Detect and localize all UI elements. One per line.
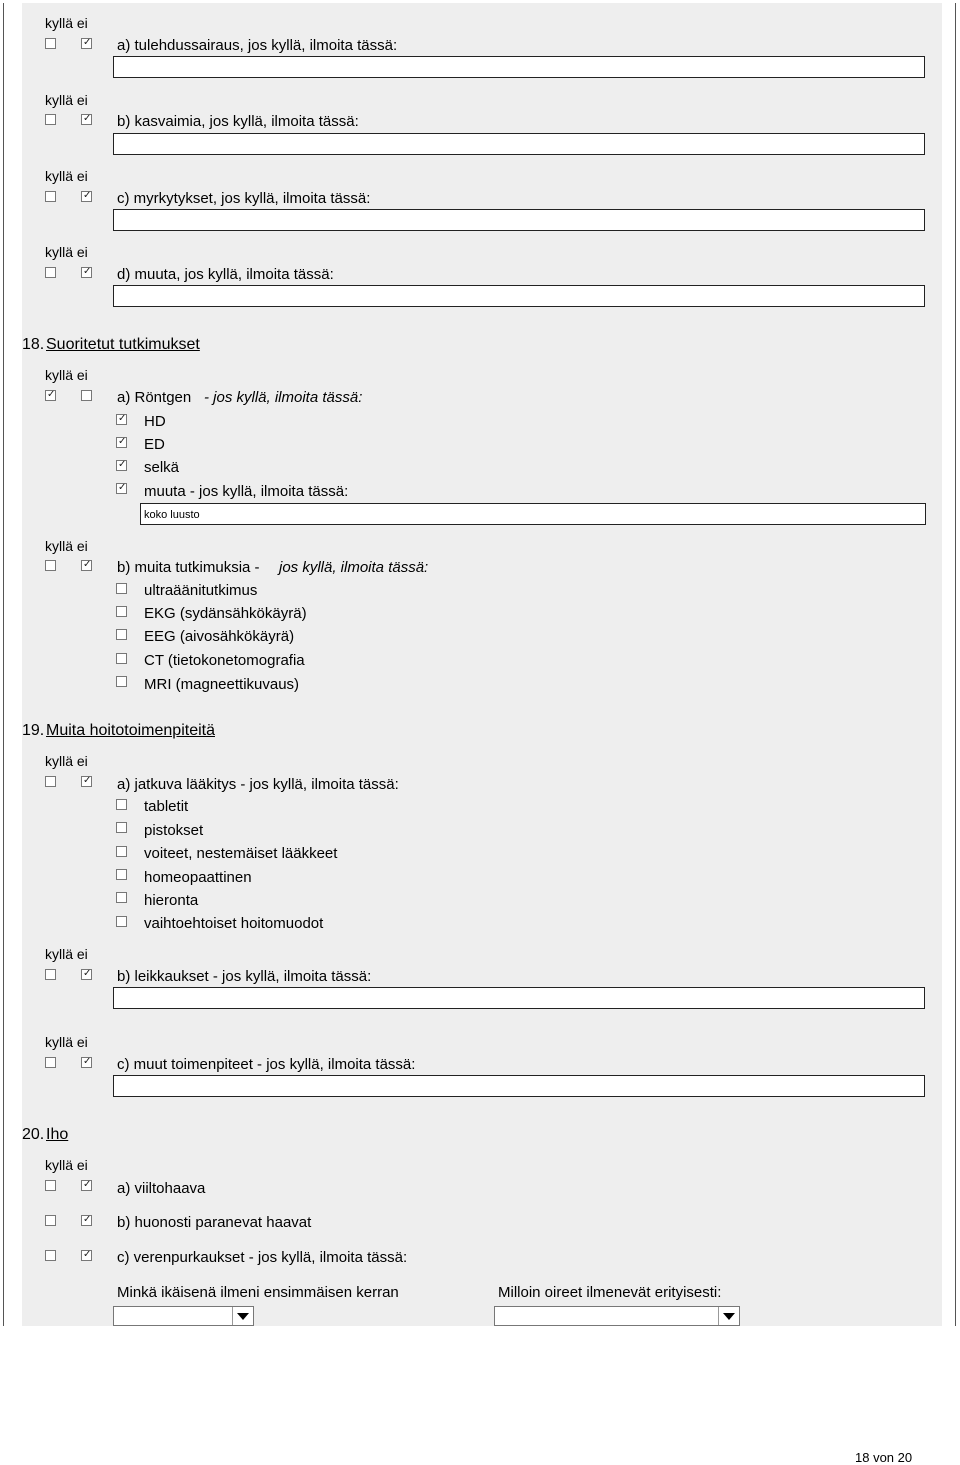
- age-select[interactable]: [113, 1306, 254, 1326]
- section-number: 18.: [22, 336, 45, 353]
- yes-no-header: kyllä ei: [45, 1034, 88, 1050]
- text-field[interactable]: koko luusto: [140, 503, 926, 525]
- option-label: ED: [144, 436, 165, 453]
- section-number: 19.: [22, 722, 45, 739]
- yes-no-header: kyllä ei: [45, 538, 88, 554]
- section-title: Iho: [46, 1126, 69, 1143]
- item-label: b) muita tutkimuksia -: [117, 559, 260, 576]
- option-label: EEG (aivosähkökäyrä): [144, 628, 295, 645]
- item-label: b) huonosti paranevat haavat: [117, 1214, 312, 1231]
- no-checkbox[interactable]: [81, 776, 92, 787]
- right-border: [955, 3, 956, 1326]
- left-border: [3, 3, 4, 1326]
- option-checkbox[interactable]: [116, 653, 127, 664]
- yes-checkbox[interactable]: [45, 1180, 56, 1191]
- item-label: b) kasvaimia, jos kyllä, ilmoita tässä:: [117, 113, 359, 130]
- no-checkbox[interactable]: [81, 114, 92, 125]
- no-checkbox[interactable]: [81, 1180, 92, 1191]
- yes-no-header: kyllä ei: [45, 92, 88, 108]
- option-label: selkä: [144, 459, 180, 476]
- no-checkbox[interactable]: [81, 1215, 92, 1226]
- option-label: muuta - jos kyllä, ilmoita tässä:: [144, 483, 349, 500]
- yes-no-header: kyllä ei: [45, 244, 88, 260]
- option-checkbox[interactable]: [116, 799, 127, 810]
- item-label: c) myrkytykset, jos kyllä, ilmoita tässä:: [117, 190, 371, 207]
- text-field[interactable]: [113, 209, 925, 231]
- text-field[interactable]: [113, 1075, 925, 1097]
- yes-checkbox[interactable]: [45, 560, 56, 571]
- option-checkbox[interactable]: [116, 892, 127, 903]
- option-checkbox[interactable]: [116, 676, 127, 687]
- section-title: Suoritetut tutkimukset: [46, 336, 200, 353]
- no-checkbox[interactable]: [81, 560, 92, 571]
- yes-checkbox[interactable]: [45, 1250, 56, 1261]
- yes-checkbox[interactable]: [45, 191, 56, 202]
- item-hint: - jos kyllä, ilmoita tässä:: [204, 389, 363, 406]
- item-label: a) viiltohaava: [117, 1180, 206, 1197]
- yes-checkbox[interactable]: [45, 776, 56, 787]
- item-label: a) tulehdussairaus, jos kyllä, ilmoita tässä:: [117, 37, 398, 54]
- page-indicator: 18 von 20: [855, 1450, 913, 1465]
- text-field[interactable]: [113, 987, 925, 1009]
- item-hint: jos kyllä, ilmoita tässä:: [279, 559, 429, 576]
- option-label: CT (tietokonetomografia: [144, 652, 305, 669]
- no-checkbox[interactable]: [81, 38, 92, 49]
- text-field[interactable]: [113, 285, 925, 307]
- item-label: a) Röntgen: [117, 389, 192, 406]
- option-label: vaihtoehtoiset hoitomuodot: [144, 915, 324, 932]
- no-checkbox[interactable]: [81, 191, 92, 202]
- when-label: Milloin oireet ilmenevät erityisesti:: [498, 1284, 722, 1301]
- option-label: hieronta: [144, 892, 199, 909]
- option-checkbox[interactable]: [116, 483, 127, 494]
- option-checkbox[interactable]: [116, 460, 127, 471]
- no-checkbox[interactable]: [81, 969, 92, 980]
- option-label: EKG (sydänsähkökäyrä): [144, 605, 307, 622]
- no-checkbox[interactable]: [81, 267, 92, 278]
- option-label: ultraäänitutkimus: [144, 582, 258, 599]
- item-label: c) verenpurkaukset - jos kyllä, ilmoita tässä:: [117, 1249, 408, 1266]
- no-checkbox[interactable]: [81, 1057, 92, 1068]
- yes-checkbox[interactable]: [45, 38, 56, 49]
- option-label: homeopaattinen: [144, 869, 252, 886]
- yes-checkbox[interactable]: [45, 969, 56, 980]
- option-checkbox[interactable]: [116, 414, 127, 425]
- item-label: c) muut toimenpiteet - jos kyllä, ilmoita tässä:: [117, 1056, 416, 1073]
- option-checkbox[interactable]: [116, 846, 127, 857]
- no-checkbox[interactable]: [81, 390, 92, 401]
- yes-checkbox[interactable]: [45, 1057, 56, 1068]
- option-checkbox[interactable]: [116, 822, 127, 833]
- chevron-down-icon[interactable]: [718, 1307, 739, 1325]
- option-checkbox[interactable]: [116, 437, 127, 448]
- option-checkbox[interactable]: [116, 629, 127, 640]
- option-label: tabletit: [144, 798, 189, 815]
- yes-checkbox[interactable]: [45, 267, 56, 278]
- text-field[interactable]: [113, 56, 925, 78]
- item-label: b) leikkaukset - jos kyllä, ilmoita tässä:: [117, 968, 372, 985]
- option-checkbox[interactable]: [116, 606, 127, 617]
- yes-checkbox[interactable]: [45, 390, 56, 401]
- yes-no-header: kyllä ei: [45, 753, 88, 769]
- age-label: Minkä ikäisenä ilmeni ensimmäisen kerran: [117, 1284, 399, 1301]
- when-select[interactable]: [494, 1306, 740, 1326]
- option-checkbox[interactable]: [116, 916, 127, 927]
- item-label: d) muuta, jos kyllä, ilmoita tässä:: [117, 266, 334, 283]
- option-label: pistokset: [144, 822, 204, 839]
- chevron-down-icon[interactable]: [232, 1307, 253, 1325]
- option-label: HD: [144, 413, 166, 430]
- yes-no-header: kyllä ei: [45, 1157, 88, 1173]
- option-label: voiteet, nestemäiset lääkkeet: [144, 845, 338, 862]
- section-title: Muita hoitotoimenpiteitä: [46, 722, 215, 739]
- no-checkbox[interactable]: [81, 1250, 92, 1261]
- yes-no-header: kyllä ei: [45, 168, 88, 184]
- option-label: MRI (magneettikuvaus): [144, 676, 300, 693]
- text-field[interactable]: [113, 133, 925, 155]
- option-checkbox[interactable]: [116, 869, 127, 880]
- yes-no-header: kyllä ei: [45, 367, 88, 383]
- section-number: 20.: [22, 1126, 45, 1143]
- yes-no-header: kyllä ei: [45, 946, 88, 962]
- option-checkbox[interactable]: [116, 583, 127, 594]
- yes-checkbox[interactable]: [45, 114, 56, 125]
- item-label: a) jatkuva lääkitys - jos kyllä, ilmoita tässä:: [117, 776, 399, 793]
- yes-checkbox[interactable]: [45, 1215, 56, 1226]
- yes-no-header: kyllä ei: [45, 15, 88, 31]
